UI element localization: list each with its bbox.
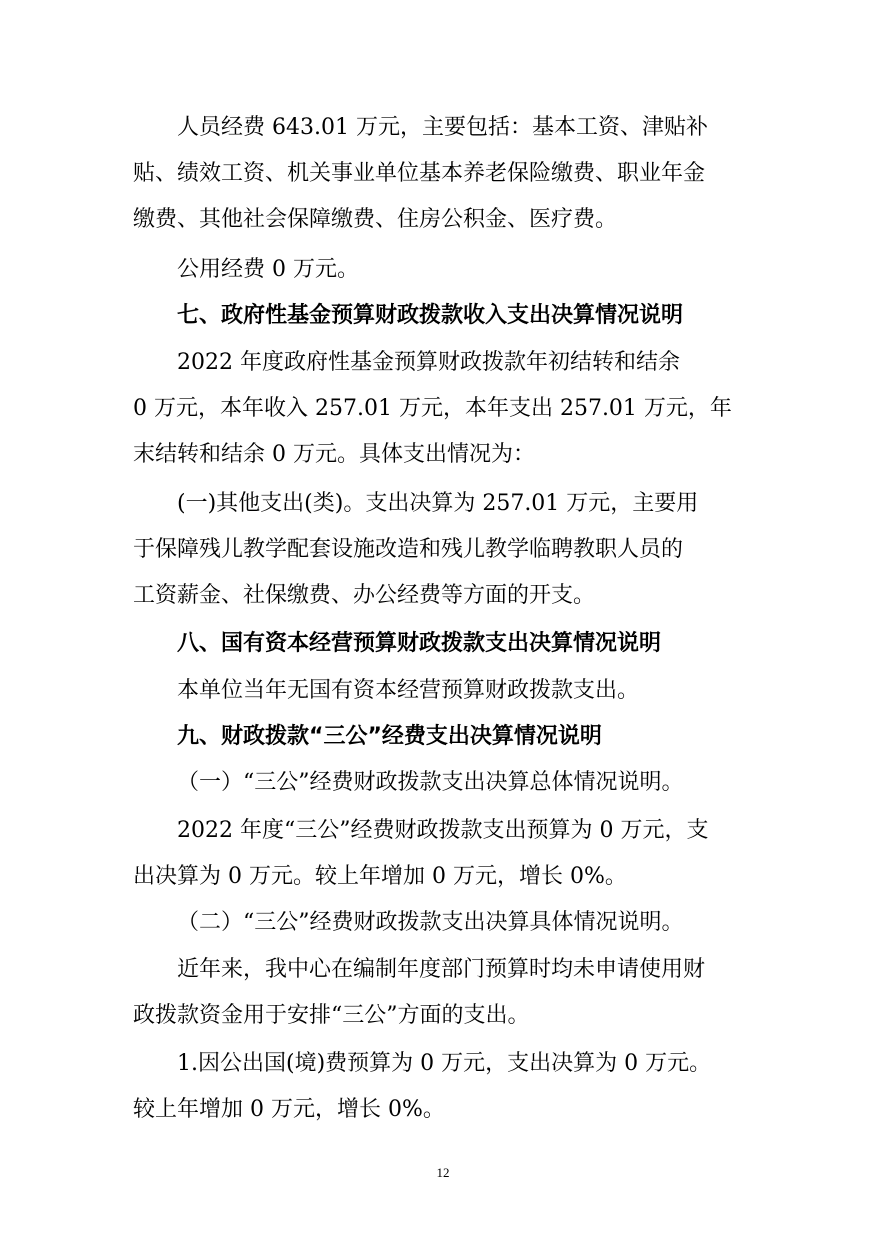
text-line: 近年来，我中心在编制年度部门预算时均未申请使用财 bbox=[177, 957, 706, 982]
paragraph-personnel-expenses bbox=[133, 105, 753, 243]
text-line: 2022 年度“三公”经费财政拨款支出预算为 0 万元，支 bbox=[177, 818, 709, 843]
subsection-heading-2: （二）“三公”经费财政拨款支出决算具体情况说明。 bbox=[177, 910, 684, 935]
paragraph-state-capital bbox=[133, 668, 753, 714]
text-line: 0 万元，本年收入 257.01 万元，本年支出 257.01 万元，年 bbox=[133, 396, 732, 421]
text-line: 出决算为 0 万元。较上年增加 0 万元，增长 0%。 bbox=[133, 864, 627, 889]
text-line: 公用经费 0 万元。 bbox=[177, 257, 359, 282]
text-line: 政拨款资金用于安排“三公”方面的支出。 bbox=[133, 1003, 530, 1028]
text-line: 贴、绩效工资、机关事业单位基本养老保险缴费、职业年金 bbox=[133, 161, 706, 186]
section-heading-9: 九、财政拨款“三公”经费支出决算情况说明 bbox=[177, 724, 602, 749]
text-line: 本单位当年无国有资本经营预算财政拨款支出。 bbox=[177, 678, 640, 703]
text-line: (一)其他支出(类)。支出决算为 257.01 万元，主要用 bbox=[177, 491, 699, 516]
text-line: 工资薪金、社保缴费、办公经费等方面的开支。 bbox=[133, 583, 596, 608]
paragraph-public-expenses bbox=[133, 247, 753, 293]
text-line: 于保障残儿教学配套设施改造和残儿教学临聘教职人员的 bbox=[133, 537, 684, 562]
subsection-heading-1: （一）“三公”经费财政拨款支出决算总体情况说明。 bbox=[177, 770, 684, 795]
text-line: 较上年增加 0 万元，增长 0%。 bbox=[133, 1097, 445, 1122]
paragraph-overseas-travel bbox=[133, 1041, 753, 1133]
paragraph-three-public-overall bbox=[133, 808, 753, 900]
text-line: 人员经费 643.01 万元，主要包括：基本工资、津贴补 bbox=[177, 115, 708, 140]
text-line: 缴费、其他社会保障缴费、住房公积金、医疗费。 bbox=[133, 207, 618, 232]
paragraph-fund-budget bbox=[133, 340, 753, 478]
section-heading-7: 七、政府性基金预算财政拨款收入支出决算情况说明 bbox=[177, 303, 684, 328]
text-line: 2022 年度政府性基金预算财政拨款年初结转和结余 bbox=[177, 350, 680, 375]
section-heading-8: 八、国有资本经营预算财政拨款支出决算情况说明 bbox=[177, 631, 662, 656]
paragraph-other-expenses bbox=[133, 481, 753, 619]
text-line: 末结转和结余 0 万元。具体支出情况为： bbox=[133, 442, 535, 467]
page-number: 12 bbox=[436, 1165, 450, 1180]
paragraph-three-public-detail bbox=[133, 947, 753, 1039]
text-line: 1.因公出国(境)费预算为 0 万元，支出决算为 0 万元。 bbox=[177, 1051, 712, 1076]
